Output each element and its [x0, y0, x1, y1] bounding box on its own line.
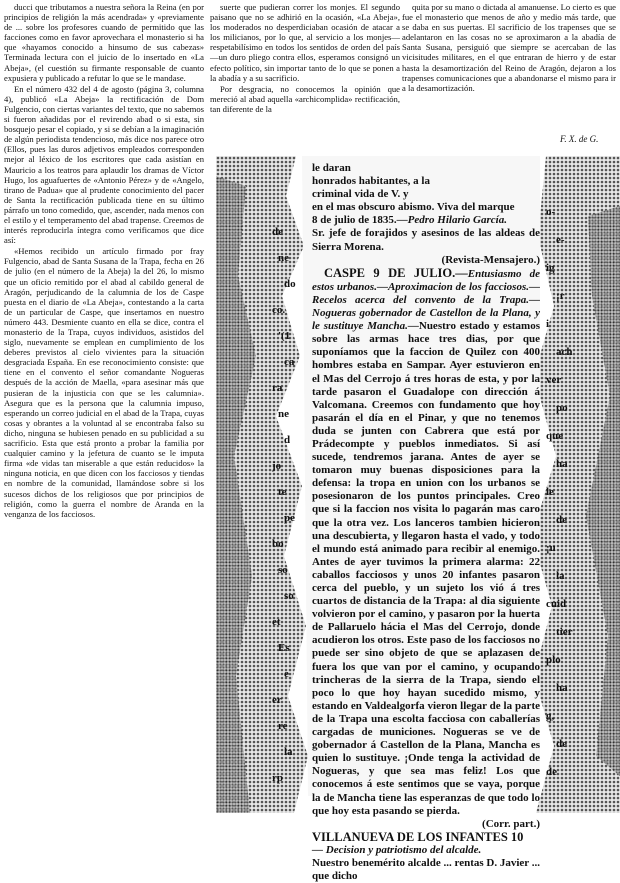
article-column-left: [4, 2, 204, 810]
clipping-date: 8 de julio de 1835.—: [312, 214, 408, 227]
clipping-line: en el mas obscuro abismo. Viva del marque: [312, 201, 515, 214]
edge-fragment: re: [278, 720, 288, 732]
clipping-line: le daran: [312, 162, 351, 174]
villanueva-title: VILLANUEVA DE LOS INFANTES 10: [312, 829, 524, 844]
edge-fragment: Es: [278, 642, 290, 654]
caspe-source: (Corr. part.): [482, 817, 540, 830]
edge-fragment: po: [556, 402, 568, 414]
edge-fragment: er: [272, 694, 282, 706]
caspe-place: CASPE 9 DE JULIO.—: [324, 265, 468, 280]
edge-fragment: so: [278, 564, 288, 576]
edge-fragment: i: [546, 318, 550, 330]
edge-fragment: ra: [272, 382, 283, 394]
caspe-summary: Entusiasmo de estos urbanos.—Aproximacion de los facciosos.—Recelos acerca del convento de la Trapa.—Nogueras gobernador de Castellon de la Plana, y le sustituye Mancha.—: [312, 267, 541, 333]
edge-fragment: so: [284, 590, 294, 602]
edge-fragment: bo: [272, 538, 284, 550]
paragraph: quita por su mano o dictada al amanuense. Lo cierto es que fue el monasterio que menos de año y medio más tarde, que se daba en sus puertas. El sacrificio de los trapenses que se adelantaron en las cosas no se aproximaron a la abadía de Santa Susana, persiguió que siempre se acercaban de las vicisitudes militares, en el que entraran de hierro y de estar hasta la desamortización del Reino de Aragón, dejaron a los trapenses comunicaciones que a abandonarse el mismo para ir a la desamortización.: [402, 2, 616, 93]
clipping-line: Sr. jefe de forajidos y asesinos de las aldeas de Sierra Morena.: [312, 227, 540, 253]
paragraph: suerte que pudieran correr los monjes. El segundo paisano que no se adhirió en la ocasión, «La Abeja», los moderados no desperdiciaban ocasión de atacar a los milicianos, por lo que, al servicio a los monjes—respetabilísimo en todos los sentidos de orden del país—un duro pliego contra ellos, esperamos consignó un efecto político, sin importar tanto de lo que se ponen a la abadía y a su sacrificio.: [210, 2, 400, 83]
edge-fragment: et: [272, 616, 281, 628]
edge-fragment: ha: [556, 458, 568, 470]
edge-fragment: la: [284, 746, 293, 758]
clipping-text-body: [312, 162, 540, 883]
clipping-line: criminal vida de V. y: [312, 188, 409, 201]
edge-fragment: ne: [278, 252, 289, 264]
edge-fragment: ver: [546, 374, 562, 386]
edge-fragment: e: [284, 668, 289, 680]
caspe-dispatch: [312, 267, 540, 818]
caspe-body: Nuestro estado y estamos sobre las armas hace tres dias, por que suponíamos que la faccion de Quilez con 400 hombres estaba en Sampar. Ayer estuvieron en el Mas del Cerrojo á tres horas de esta, y por la tarde pasaron el Guadalope con dirección á Valcomana. Creemos con fundamento que hoy pasarán el día en el Pinar, y que no tenemos duda se junten con Cabrera que está por Prádecompte y pueblos inmediatos. Si así sucede, tendremos jarana. Antes de ayer se tomaron muy buenas disposiciones para la defensa: la tropa en union con los urbanos se posesionaron de los puntos principales. Creo que si la faccion nos visita lo pagarán mas caro que la otra vez. Los lanceros tambien hicieron una descubierta, y llegaron hasta el vado, y todo el mundo está animado para recibir al enemigo. Antes de ayer tuvimos la primera alarma: 22 caballos facciosos y unos 20 infantes pasaron cerca del pueblo, y un sujeto los vió á tres cuartos de distancia de la Trapa: al dia siguiente volvieron por el camino, y pasaron por la huerta de Pallaruelo hácia el Mas del Cerrojo, donde acudieron los otros. Este paso de los facciosos no puede ser sino objeto de que se aplazasen de fuera los que van por el camino, y ocupando trincheras de la sierra de la Trapa, siendo el poco lo que hoy hayan sucedido mismo, y estando en Valdealgorfa vieron llegar de la parte de la Trapa una escolta facciosa con caballerías cargadas de municiones. Nogueras se ve de gobernador á Castellon de la Plana, Mancha es quien lo sustituye. ¡Onde tenga la actividad de Nogueras, y que sea mas feliz! Los que conocemos á este sentimos que se vaya, porque la de Mancha tiene las esperanzas de que todo lo que hoy esta pasando se pierda.: [312, 320, 540, 817]
author-signature: F. X. de G.: [560, 134, 599, 144]
edge-fragment: d: [284, 434, 291, 446]
edge-fragment: de: [272, 226, 283, 238]
edge-fragment: te: [278, 486, 287, 498]
edge-fragment: ach: [556, 346, 573, 358]
clipping-signature: Pedro Hilario García.: [407, 214, 507, 227]
edge-fragment: ca: [284, 356, 295, 368]
paragraph: ducci que tributamos a nuestra señora la Reina (en por principios de religión la más acendrada» y «previamente de ... sobre los profesores cuando de permitido que las facciones como en favor aprovechara el monasterio si ha que «hayamos conocido a hinsumo de sus cabezas» Terminada lectura con el juicio de lo insertado en «La Abeja», (el cuestión su firmante responsable de cuanto expusiera y publicado a refutar lo que se le mandase.: [4, 2, 204, 83]
villanueva-subtitle: — Decision y patriotismo del alcalde.: [312, 843, 482, 856]
edge-fragment: pe: [284, 512, 295, 524]
article-column-middle: [210, 2, 400, 152]
edge-fragment: de: [556, 738, 567, 750]
edge-fragment: plo: [546, 654, 561, 666]
edge-fragment: o-: [546, 206, 556, 218]
edge-fragment: e-: [556, 234, 565, 246]
edge-fragment: co.: [272, 304, 286, 316]
edge-fragment: ¡r: [556, 290, 565, 302]
edge-fragment: que: [546, 430, 564, 442]
edge-fragment: de: [546, 766, 557, 778]
edge-fragment: g,: [546, 710, 555, 722]
paragraph: Por desgracia, no conocemos la opinión que mereció al abad aquella «archicomplida» rectificación, tan diferente de la: [210, 83, 400, 114]
edge-fragment: de: [556, 514, 567, 526]
article-column-right: [402, 2, 616, 132]
edge-fragment: cuid: [546, 598, 567, 610]
edge-fragment: tier: [556, 626, 573, 638]
villanueva-tail: Nuestro benemérito alcalde ... rentas D. Javier ... que dicho: [312, 856, 540, 883]
edge-fragment: ne: [278, 408, 289, 420]
edge-fragment: ¡u: [546, 542, 556, 554]
clipping-source: (Revista-Mensajero.): [441, 253, 540, 266]
clipping-line: honrados habitantes, a la: [312, 175, 430, 188]
paragraph: «Hemos recibido un artículo firmado por fray Fulgencio, abad de Santa Susana de la Trapa, fecha en 26 de julio (en el número de la Abeja) la del 26, lo mismo que un oficio remitido por el abad al cabildo general de Aragón, perjudicando de la calumnia de los de Caspe puesta en el diario de «La Abeja», contestando a la carta de un particular de Caspe, que insertamos en nuestro número 443. Desmiente cuanto en ella se dice, contra el monasterio de la Trapa, cuyos individuos, asistidos del siglo, nuevamente se emplean en cumplimiento de los deberes previstos al cielo vivientes para la situación desgraciada España. En ese reconocimiento consiste: que tiene en el convento el señor comandante Nogueras después de la acción de Maella, «para asesinar más que pusieran de la injusticia con que se les calumnia». Asegura que es la persona que la calumnia impuso, esperando un correo judicial en el abad de la Trapa, cuyas cosas y obrantes a la voluntad al se encontraba falso su dicho, ninguna se hubiesen penado en su publicidad a su sacrificio. Esta que está pronto a probar la familia por cualquier camino y la jefetura de cuanto se le imputa firma «de vidas tan miserable a que están reducidos» la ninguna noticia, en que dicen con los facciosos y tiendas en nombre de la comunidad, llamándose sobre si los sucesos dichos de los religiosos que por principios de religión, como la guerra el nombre de Aranda en la venganza de los facciosos.: [4, 246, 204, 519]
paragraph: En el número 432 del 4 de agosto (página 3, columna 4), publicó «La Abeja» la rectificación de Dom Fulgencio, con ciertas variantes del texto, que no sabemos si fueron añadidas por el revirendo abad o si esta, sin bosquejo pesar el copiado, y si se debían a la imaginación de algún periodista tendencioso, más dice nos parece otro (Ellos, pues las duros adjetivos empleados corresponden mejor al léxico de los escritores que cada asistían en Mauricio a los teatros para aplaudir los dramas de Víctor Hugo, los aguafuertes de «Antonio Pérez» y de «Angelo, tirano de Padua» que al prudente conocimiento del pacer de Santa la rectificación publicada tiene en su último párrafo un tono comedido, que, ascender, nada menos con el estilo y el temperamento del abad trapense. Creemos de interés reproducirla íntegra como verificamos que dice así:: [4, 83, 204, 246]
edge-fragment: ig: [546, 262, 555, 274]
clipping-line: [312, 214, 540, 227]
edge-fragment: rp: [272, 772, 283, 784]
edge-fragment: '(1: [278, 330, 291, 342]
edge-fragment: do: [284, 278, 296, 290]
newspaper-clipping-facsimile: [216, 156, 620, 883]
edge-fragment: le: [546, 486, 554, 498]
edge-fragment: ha: [556, 682, 568, 694]
edge-fragment: la: [556, 570, 565, 582]
edge-fragment: jo: [272, 460, 282, 472]
